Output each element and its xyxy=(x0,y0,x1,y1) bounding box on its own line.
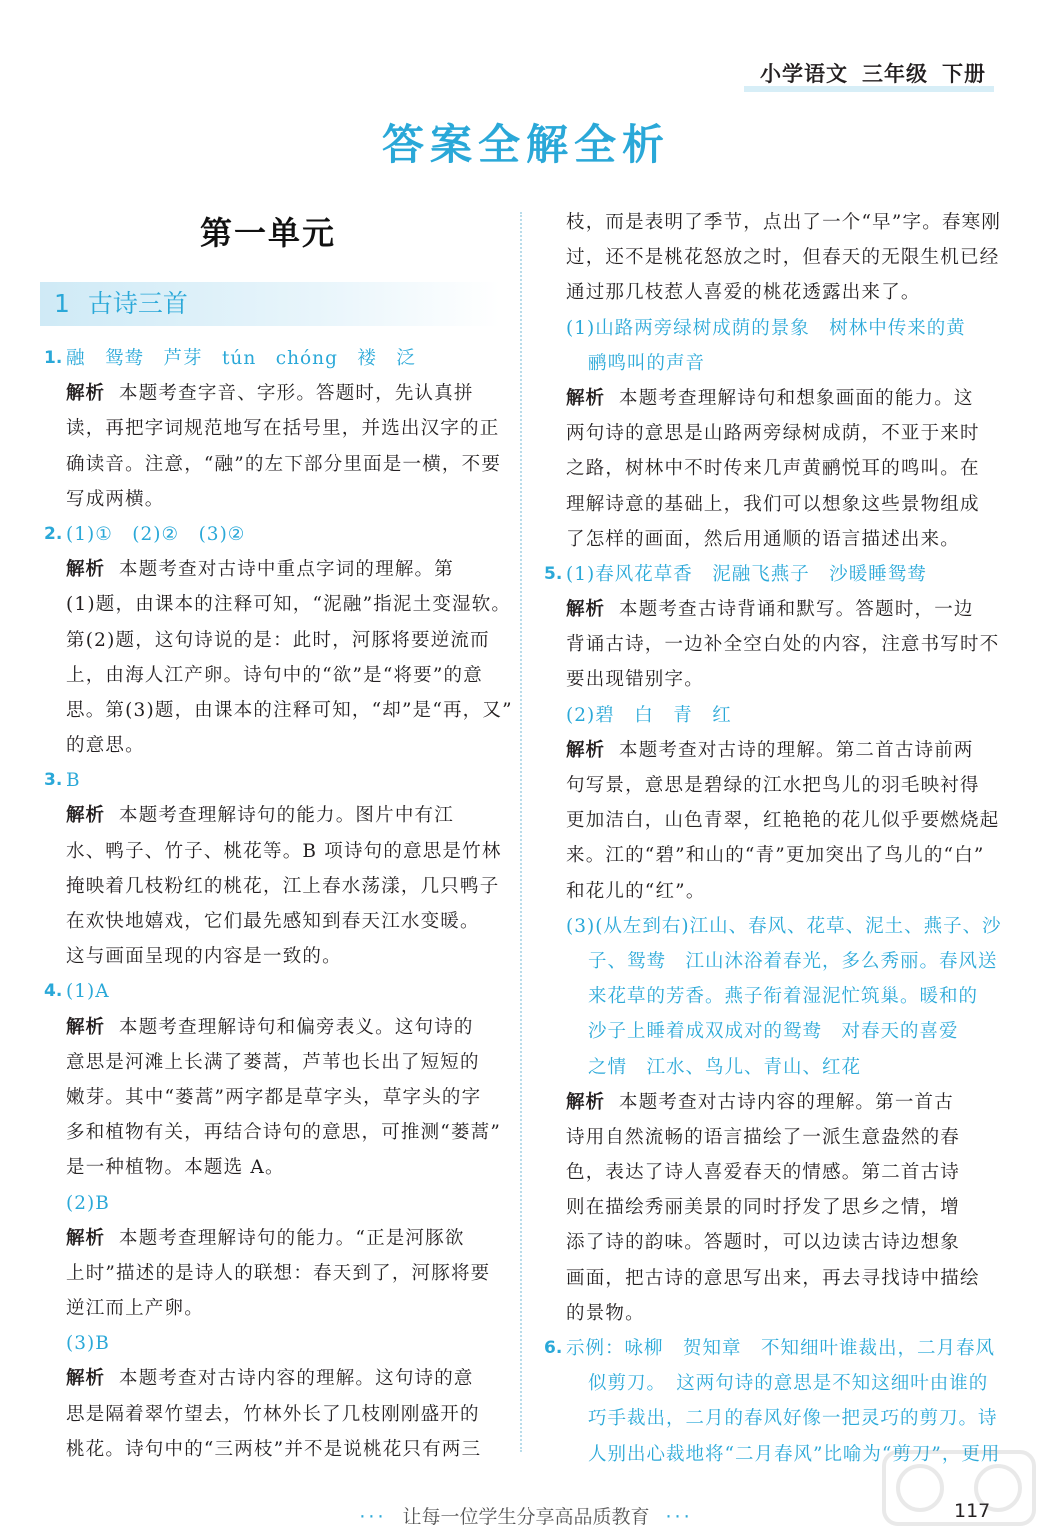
explanation-text: 这与画面呈现的内容是一致的。 xyxy=(66,946,342,968)
indent xyxy=(544,979,566,1014)
explanation-text: 多和植物有关，再结合诗句的意思，可推测“蒌蒿” xyxy=(66,1122,502,1144)
explanation-text: 要出现错别字。 xyxy=(566,669,704,691)
indent xyxy=(44,1432,66,1467)
explanation-text: 本题考查理解诗句和想象画面的能力。这 xyxy=(619,387,974,409)
text-line xyxy=(44,1221,484,1256)
explanation-text: 写成两横。 xyxy=(66,488,165,510)
indent xyxy=(544,1366,566,1401)
analysis-tag: 解析 xyxy=(66,1016,106,1038)
question-number: 5. xyxy=(544,563,563,584)
explanation-text: 句写景，意思是碧绿的江水把鸟儿的羽毛映衬得 xyxy=(566,775,980,796)
indent xyxy=(44,1186,66,1221)
indent xyxy=(44,939,66,974)
indent xyxy=(544,1190,566,1225)
indent xyxy=(566,1014,588,1049)
indent xyxy=(544,944,566,979)
indent xyxy=(544,1155,566,1190)
explanation-text: 的意思。 xyxy=(66,735,145,757)
explanation-text: 水、鸭子、竹子、桃花等。B 项诗句的意思是竹林 xyxy=(66,840,502,862)
text-line xyxy=(44,411,500,446)
text-line xyxy=(44,904,484,939)
text-line xyxy=(544,522,999,557)
column-divider xyxy=(520,212,522,1452)
indent xyxy=(44,1045,66,1080)
explanation-text: 上时”描述的是诗人的联想：春天到了，河豚将要 xyxy=(66,1262,491,1284)
indent xyxy=(44,1256,66,1291)
footer-dots-right: ··· xyxy=(665,1506,693,1528)
text-line xyxy=(44,341,484,376)
answer-text: 来花草的芳香。燕子衔着湿泥忙筑巢。暖和的 xyxy=(588,986,979,1008)
text-line xyxy=(44,587,512,622)
text-line xyxy=(544,381,999,416)
indent xyxy=(544,240,566,275)
indent xyxy=(544,768,566,803)
explanation-text: 添了诗的韵味。答题时，可以边读古诗边想象 xyxy=(566,1232,961,1254)
explanation-text: 本题考查理解诗句和偏旁表义。这句诗的 xyxy=(119,1016,474,1038)
indent xyxy=(44,447,66,482)
analysis-tag: 解析 xyxy=(66,1227,106,1249)
explanation-text: 两句诗的意思是山路两旁绿树成荫，不亚于来时 xyxy=(566,423,980,445)
text-line xyxy=(544,662,999,697)
indent xyxy=(44,1115,66,1150)
indent xyxy=(544,275,566,310)
indent xyxy=(544,205,566,240)
answer-text: 示例：咏柳 贺知章 不知细叶谁裁出，二月春风 xyxy=(566,1338,996,1359)
explanation-text: 是一种植物。本题选 A。 xyxy=(66,1157,285,1179)
text-line xyxy=(544,1190,999,1225)
text-line xyxy=(44,1010,484,1045)
text-line xyxy=(44,376,484,411)
indent xyxy=(544,346,566,381)
explanation-text: 来。江的“碧”和山的“青”更加突出了鸟儿的“白” xyxy=(566,845,985,867)
text-line xyxy=(44,1361,484,1396)
right-column xyxy=(544,205,1002,1472)
indent xyxy=(44,1326,66,1361)
lesson-name: 古诗三首 xyxy=(87,289,188,318)
page-title: 答案全解全析 xyxy=(381,120,670,169)
indent xyxy=(544,416,566,451)
indent xyxy=(544,733,566,768)
explanation-text: 本题考查理解诗句的能力。“正是河豚欲 xyxy=(119,1227,465,1249)
question-number: 2. xyxy=(44,523,63,544)
explanation-text: 过，还不是桃花怒放之时，但春天的无限生机已经 xyxy=(566,247,1000,269)
text-line xyxy=(544,416,999,451)
text-line xyxy=(544,1296,999,1331)
indent xyxy=(544,662,566,697)
indent xyxy=(44,1397,66,1432)
text-line xyxy=(44,763,484,798)
answer-text: 融 鸳鸯 芦芽 tún chóng 褛 泛 xyxy=(66,348,416,369)
header-grade: 三年级 xyxy=(862,62,928,86)
indent xyxy=(544,311,566,346)
text-line xyxy=(544,487,999,522)
text-line xyxy=(44,552,484,587)
text-line xyxy=(44,447,502,482)
explanation-text: 背诵古诗，一边补全空白处的内容，注意书写时不 xyxy=(566,634,1000,656)
explanation-text: 则在描绘秀丽美景的同时抒发了思乡之情，增 xyxy=(566,1197,961,1219)
text-line xyxy=(544,1085,999,1120)
indent xyxy=(544,1296,566,1331)
text-line xyxy=(544,1050,999,1085)
indent xyxy=(44,904,66,939)
text-line xyxy=(44,1256,491,1291)
answer-text: 似剪刀。 这两句诗的意思是不知这细叶由谁的 xyxy=(588,1373,989,1395)
text-line xyxy=(44,869,500,904)
indent xyxy=(544,1120,566,1155)
indent xyxy=(544,451,566,486)
text-line xyxy=(44,1186,484,1221)
text-line xyxy=(544,592,999,627)
explanation-text: 的景物。 xyxy=(566,1302,645,1324)
explanation-text: 桃花。诗句中的“三两枝”并不是说桃花只有两三 xyxy=(66,1438,482,1460)
indent xyxy=(566,979,588,1014)
text-line xyxy=(544,1401,999,1436)
answer-text: (1)A xyxy=(66,981,110,1003)
text-line xyxy=(44,1045,484,1080)
indent xyxy=(44,658,66,693)
text-line xyxy=(44,834,502,869)
explanation-text: 意思是河滩上长满了蒌蒿，芦苇也长出了短短的 xyxy=(66,1051,480,1073)
indent xyxy=(44,587,66,622)
text-line xyxy=(544,909,1002,944)
answer-text: (1)春风花草香 泥融飞燕子 沙暖睡鸳鸯 xyxy=(566,563,927,585)
text-line xyxy=(44,974,484,1009)
indent xyxy=(544,874,566,909)
indent xyxy=(544,1401,566,1436)
indent xyxy=(566,346,588,381)
indent xyxy=(44,623,66,658)
question-number: 3. xyxy=(44,770,63,791)
indent xyxy=(544,522,566,557)
text-line xyxy=(44,939,484,974)
watermark-logo-icon xyxy=(880,1448,1040,1528)
explanation-text: 第(2)题，这句诗说的是：此时，河豚将要逆流而 xyxy=(66,629,490,651)
text-line xyxy=(544,346,999,381)
text-line xyxy=(44,1115,502,1150)
answer-text: (2)碧 白 青 红 xyxy=(566,704,732,726)
text-line xyxy=(44,1150,484,1185)
explanation-text: 画面，把古诗的意思写出来，再去寻找诗中描绘 xyxy=(566,1267,980,1289)
indent xyxy=(566,1050,588,1085)
indent xyxy=(44,1010,66,1045)
explanation-text: 逆江而上产卵。 xyxy=(66,1298,204,1320)
question-number: 1. xyxy=(44,348,63,368)
text-line xyxy=(544,1331,999,1366)
analysis-tag: 解析 xyxy=(66,1368,106,1390)
indent xyxy=(544,1225,566,1260)
indent xyxy=(44,552,66,587)
explanation-text: 确读音。注意，“融”的左下部分里面是一横，不要 xyxy=(66,453,502,475)
indent xyxy=(44,834,66,869)
indent xyxy=(44,798,66,833)
explanation-text: 本题考查对古诗的理解。第二首古诗前两 xyxy=(619,739,974,761)
indent xyxy=(566,1366,588,1401)
answer-text: (3)(从左到右)江山、春风、花草、泥土、燕子、沙 xyxy=(566,915,1002,937)
text-line xyxy=(544,1225,999,1260)
indent xyxy=(44,1221,66,1256)
question-number: 4. xyxy=(44,981,63,1002)
answer-text: (2)B xyxy=(66,1192,110,1214)
analysis-tag: 解析 xyxy=(66,805,106,827)
indent xyxy=(544,803,566,838)
text-line xyxy=(44,658,484,693)
answer-text: (1)① (2)② (3)② xyxy=(66,523,246,545)
explanation-text: 掩映着几枝粉红的桃花，江上春水荡漾，几只鸭子 xyxy=(66,875,500,897)
explanation-text: 了怎样的画面，然后用通顺的语言描述出来。 xyxy=(566,528,961,550)
indent xyxy=(544,592,566,627)
text-line xyxy=(44,1080,484,1115)
indent xyxy=(44,376,66,411)
text-line xyxy=(544,803,999,838)
indent xyxy=(44,1150,66,1185)
explanation-text: 思是隔着翠竹望去，竹林外长了几枝刚刚盛开的 xyxy=(66,1403,480,1425)
left-column xyxy=(44,341,513,1467)
indent xyxy=(566,1401,588,1436)
text-line xyxy=(44,482,484,517)
text-line xyxy=(544,1120,999,1155)
text-line xyxy=(544,944,999,979)
unit-title: 第一单元 xyxy=(200,214,337,252)
text-line xyxy=(544,451,999,486)
header-book-info xyxy=(760,58,986,88)
explanation-text: 思。第(3)题，由课本的注释可知，“却”是“再，又” xyxy=(66,699,513,721)
answer-text: B xyxy=(66,770,81,792)
text-line xyxy=(44,1397,484,1432)
indent xyxy=(44,411,66,446)
analysis-tag: 解析 xyxy=(66,559,106,581)
text-line xyxy=(544,874,999,909)
indent xyxy=(44,869,66,904)
text-line xyxy=(44,798,484,833)
explanation-text: 色，表达了诗人喜爱春天的情感。第二首古诗 xyxy=(566,1162,961,1184)
explanation-text: 上，由海人江产卵。诗句中的“欲”是“将要”的意 xyxy=(66,664,483,686)
indent xyxy=(44,728,66,763)
answer-text: (3)B xyxy=(66,1333,110,1355)
explanation-text: 本题考查理解诗句的能力。图片中有江 xyxy=(119,805,454,827)
analysis-tag: 解析 xyxy=(566,1091,606,1113)
explanation-text: 之路，树林中不时传来几声黄鹂悦耳的鸣叫。在 xyxy=(566,458,980,480)
footer-slogan: 让每一位学生分享高品质教育 xyxy=(402,1506,650,1528)
explanation-text: 本题考查对古诗内容的理解。第一首古 xyxy=(619,1091,954,1113)
explanation-text: 本题考查对古诗内容的理解。这句诗的意 xyxy=(119,1368,474,1390)
text-line xyxy=(44,623,490,658)
explanation-text: 嫩芽。其中“蒌蒿”两字都是草字头，草字头的字 xyxy=(66,1086,482,1108)
text-line xyxy=(544,557,999,592)
lesson-title xyxy=(40,282,500,326)
explanation-text: 通过那几枝惹人喜爱的桃花透露出来了。 xyxy=(566,282,921,304)
text-line xyxy=(44,728,484,763)
text-line xyxy=(44,1432,484,1467)
answer-text: 沙子上睡着成双成对的鸳鸯 对春天的喜爱 xyxy=(588,1021,959,1043)
text-line xyxy=(544,733,999,768)
indent xyxy=(44,1361,66,1396)
answer-text: 之情 江水、鸟儿、青山、红花 xyxy=(588,1056,862,1078)
indent xyxy=(544,909,566,944)
indent xyxy=(544,381,566,416)
page-number: 117 xyxy=(954,1500,991,1522)
answer-text: 人别出心裁地将“二月春风”比喻为“剪刀”，更用 xyxy=(588,1443,1001,1465)
text-line xyxy=(544,275,999,310)
explanation-text: 和花儿的“红”。 xyxy=(566,880,706,902)
answer-text: 鹂鸣叫的声音 xyxy=(588,352,706,374)
indent xyxy=(44,1080,66,1115)
text-line xyxy=(544,1366,999,1401)
explanation-text: 更加洁白，山色青翠，红艳艳的花儿似乎要燃烧起 xyxy=(566,810,1000,832)
question-number: 6. xyxy=(544,1338,563,1358)
text-line xyxy=(544,1261,999,1296)
indent xyxy=(544,838,566,873)
indent xyxy=(44,1291,66,1326)
explanation-text: 本题考查对古诗中重点字词的理解。第 xyxy=(119,559,454,581)
text-line xyxy=(544,698,999,733)
text-line xyxy=(544,1014,999,1049)
analysis-tag: 解析 xyxy=(566,599,606,621)
indent xyxy=(566,1437,588,1472)
answer-text: 子、鸳鸯 江山沐浴着春光，多么秀丽。春风送 xyxy=(588,950,998,972)
explanation-text: 在欢快地嬉戏，它们最先感知到春天江水变暖。 xyxy=(66,911,480,932)
indent xyxy=(44,693,66,728)
header-volume: 下册 xyxy=(942,62,986,86)
text-line xyxy=(44,1326,484,1361)
analysis-tag: 解析 xyxy=(566,387,606,409)
footer-dots-left: ··· xyxy=(359,1506,387,1528)
text-line xyxy=(544,240,999,275)
explanation-text: 诗用自然流畅的语言描绘了一派生意盎然的春 xyxy=(566,1126,961,1148)
text-line xyxy=(544,311,999,346)
text-line xyxy=(44,693,513,728)
indent xyxy=(566,944,588,979)
text-line xyxy=(544,979,999,1014)
header-subject: 小学语文 xyxy=(760,62,848,86)
indent xyxy=(544,1085,566,1120)
indent xyxy=(544,698,566,733)
indent xyxy=(544,487,566,522)
explanation-text: 本题考查古诗背诵和默写。答题时，一边 xyxy=(619,599,974,621)
indent xyxy=(544,1261,566,1296)
text-line xyxy=(544,838,999,873)
explanation-text: 理解诗意的基础上，我们可以想象这些景物组成 xyxy=(566,493,980,515)
indent xyxy=(544,1437,566,1472)
text-line xyxy=(544,205,1002,240)
explanation-text: 本题考查字音、字形。答题时，先认真拼 xyxy=(119,383,474,405)
indent xyxy=(544,1050,566,1085)
text-line xyxy=(544,627,999,662)
indent xyxy=(44,482,66,517)
indent xyxy=(544,1014,566,1049)
text-line xyxy=(44,1291,484,1326)
text-line xyxy=(544,768,999,803)
text-line xyxy=(44,517,484,552)
explanation-text: 枝，而是表明了季节，点出了一个“早”字。春寒刚 xyxy=(566,212,1002,233)
answer-text: 巧手裁出，二月的春风好像一把灵巧的剪刀。诗 xyxy=(588,1408,998,1430)
analysis-tag: 解析 xyxy=(66,383,106,405)
analysis-tag: 解析 xyxy=(566,739,606,761)
explanation-text: (1)题，由课本的注释可知，“泥融”指泥土变湿软。 xyxy=(66,594,512,616)
explanation-text: 读，再把字词规范地写在括号里，并选出汉字的正 xyxy=(66,418,500,440)
lesson-number: 1 xyxy=(54,289,70,318)
text-line xyxy=(544,1155,999,1190)
answer-text: (1)山路两旁绿树成荫的景象 树林中传来的黄 xyxy=(566,317,966,339)
indent xyxy=(544,627,566,662)
